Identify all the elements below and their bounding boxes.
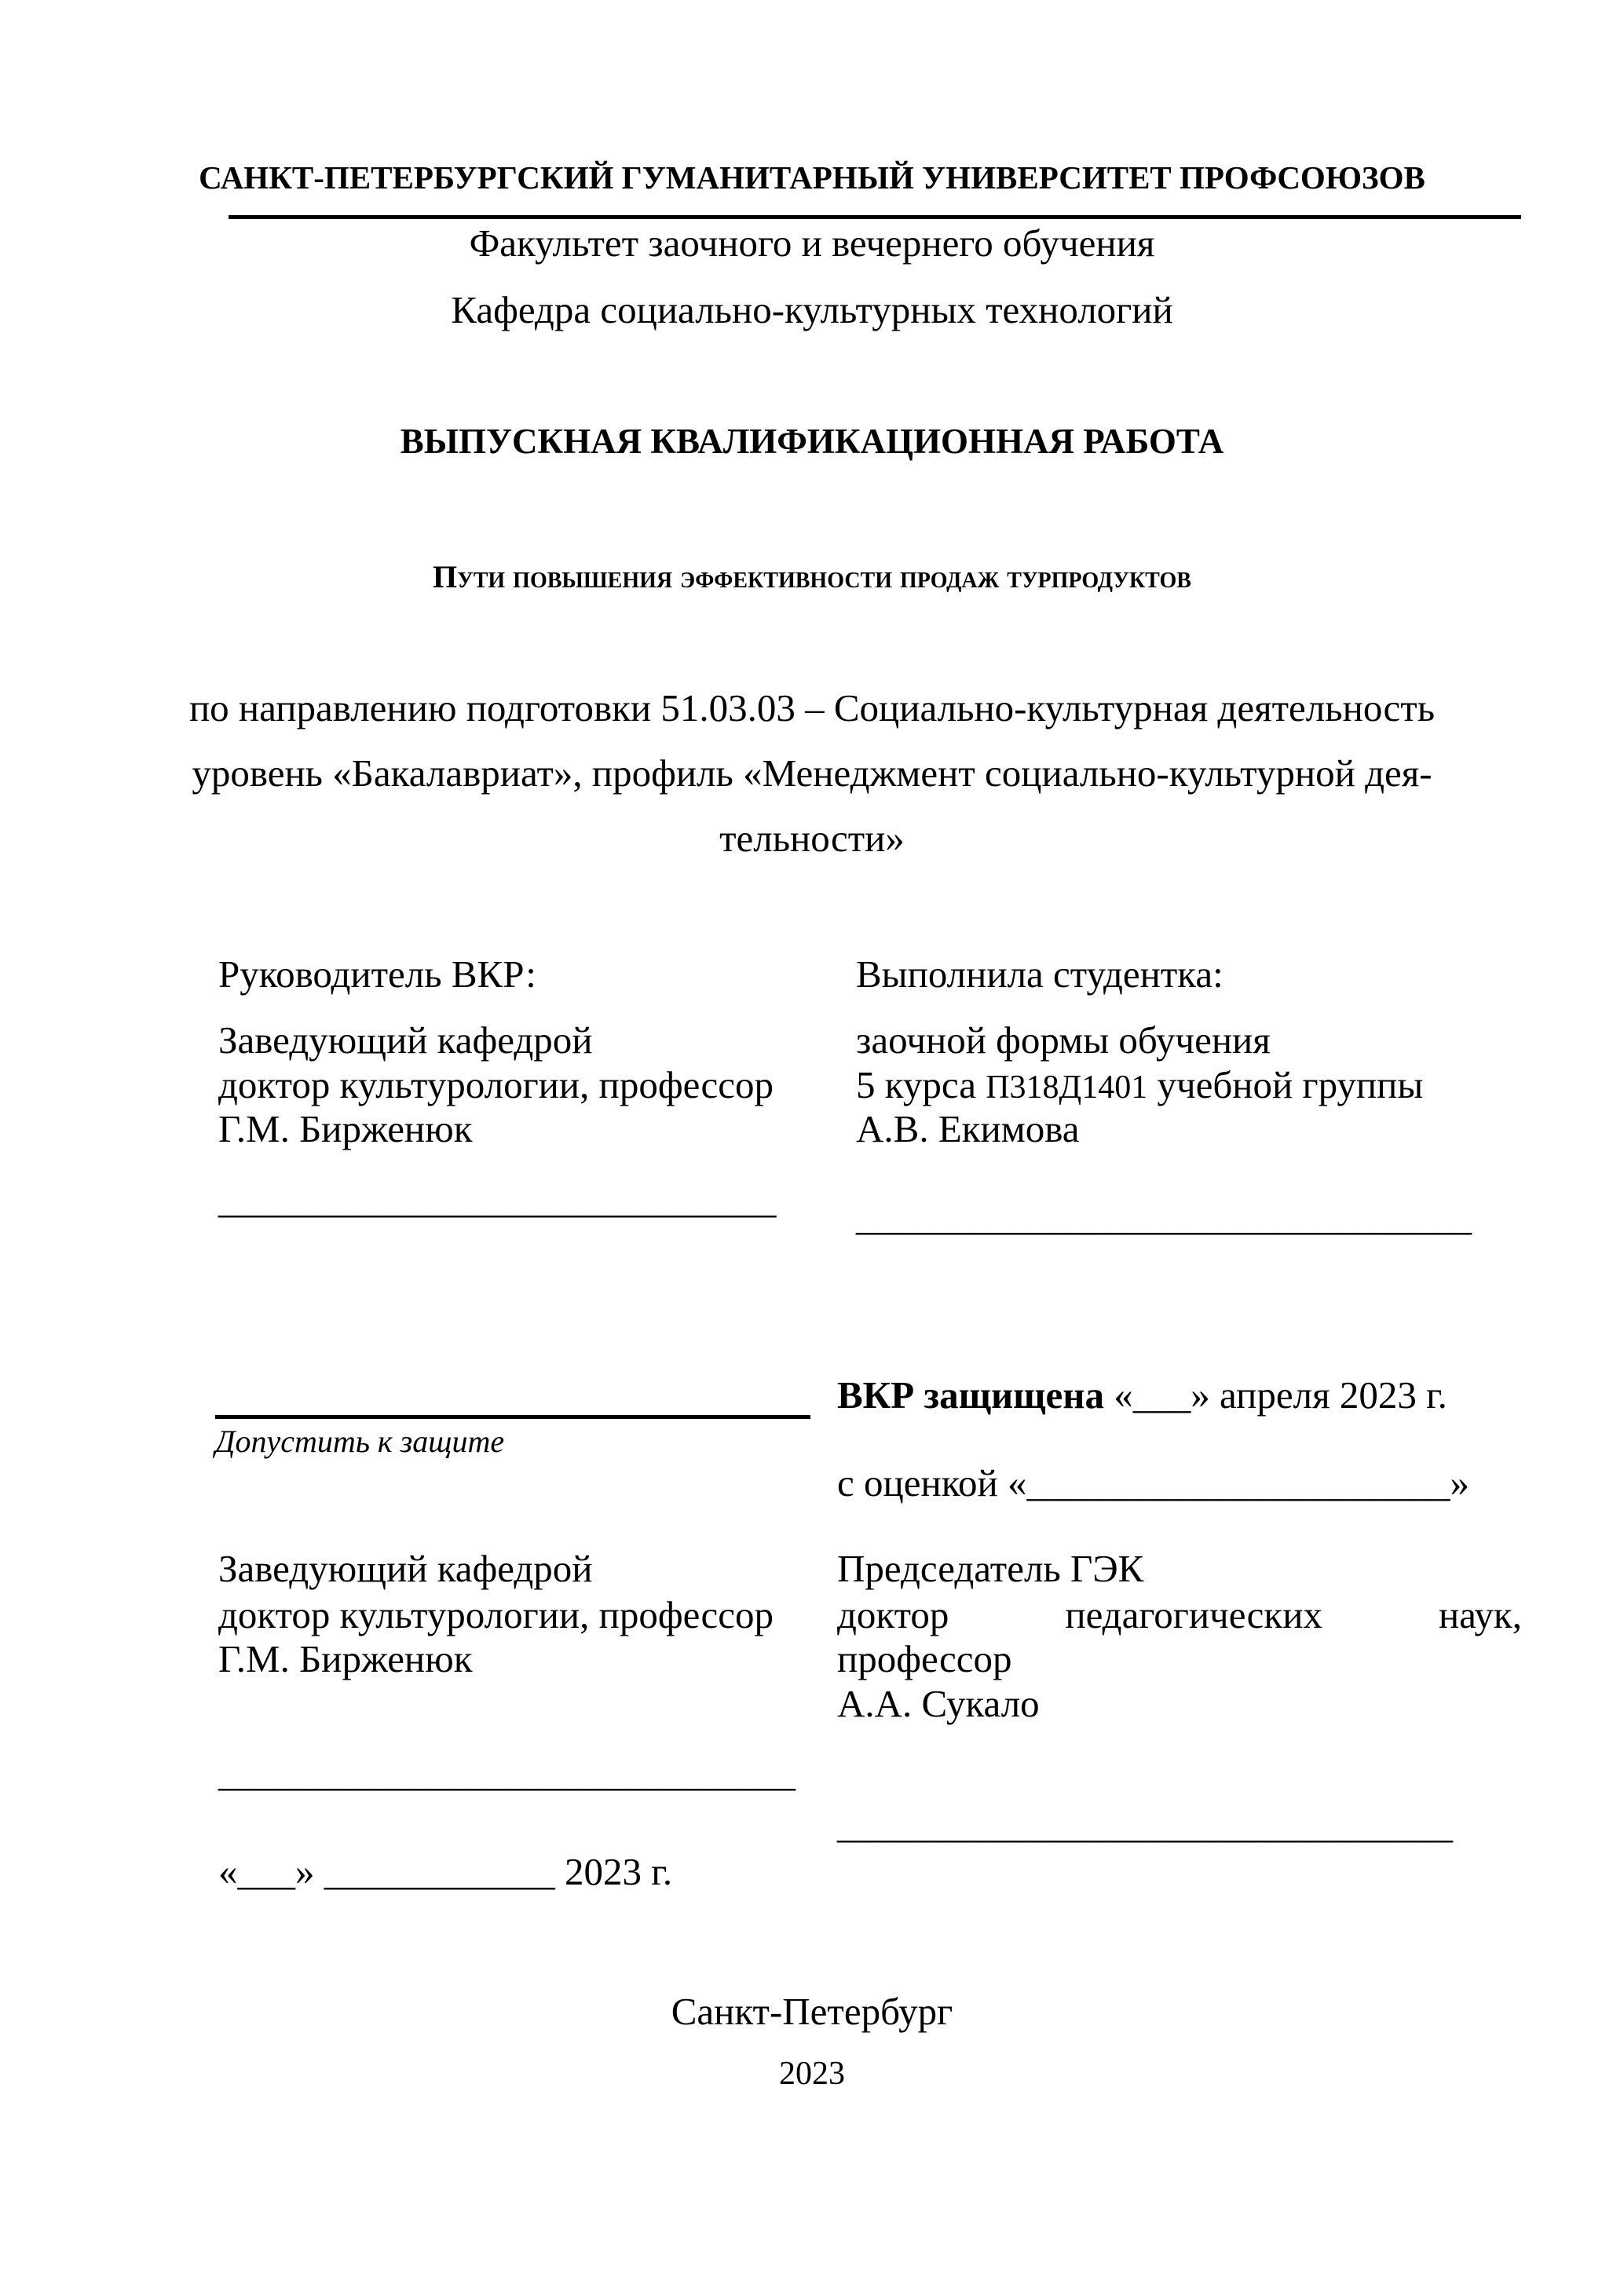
student-signature-line: ________________________________ bbox=[856, 1195, 1472, 1238]
student-name: А.В. Екимова bbox=[856, 1107, 1080, 1150]
chair-degree-line bbox=[837, 1593, 1522, 1637]
student-group bbox=[856, 1063, 1423, 1110]
admission-position: Заведующий кафедрой bbox=[218, 1547, 593, 1590]
department-name: Кафедра социально-культурных технологий bbox=[451, 288, 1173, 331]
chair-degree-word: педагогических bbox=[1065, 1593, 1322, 1636]
chair-degree-continued: профессор bbox=[837, 1637, 1012, 1680]
defense-label: ВКР защищена bbox=[837, 1373, 1105, 1417]
chair-degree-word: доктор bbox=[837, 1593, 949, 1636]
direction-line-2: уровень «Бакалавриат», профиль «Менеджмент социально-культурной дея- bbox=[192, 751, 1432, 795]
topic-title: Пути повышения эффективности продаж турпродуктов bbox=[433, 559, 1191, 594]
admission-date: «___» ____________ 2023 г. bbox=[218, 1850, 673, 1893]
footer-city: Санкт-Петербург bbox=[671, 1990, 953, 2033]
admission-signature-line: ______________________________ bbox=[218, 1751, 796, 1794]
admission-name: Г.М. Бирженюк bbox=[218, 1637, 473, 1680]
chair-name: А.А. Сукало bbox=[837, 1682, 1040, 1725]
student-form: заочной формы обучения bbox=[856, 1018, 1271, 1062]
supervisor-label: Руководитель ВКР: bbox=[218, 952, 536, 996]
defense-status bbox=[837, 1373, 1447, 1417]
university-name: САНКТ-ПЕТЕРБУРГСКИЙ ГУМАНИТАРНЫЙ УНИВЕРСИТЕТ ПРОФСОЮЗОВ bbox=[199, 159, 1425, 196]
footer-year: 2023 bbox=[779, 2056, 845, 2092]
student-label: Выполнила студентка: bbox=[856, 952, 1223, 996]
supervisor-signature-line: _____________________________ bbox=[218, 1178, 777, 1221]
supervisor-position: Заведующий кафедрой bbox=[218, 1018, 593, 1062]
work-type-title: ВЫПУСКНАЯ КВАЛИФИКАЦИОННАЯ РАБОТА bbox=[400, 422, 1224, 461]
supervisor-name: Г.М. Бирженюк bbox=[218, 1107, 473, 1150]
direction-line-3: тельности» bbox=[719, 817, 905, 860]
header-rule bbox=[229, 215, 1521, 219]
group-code: П318Д1401 bbox=[986, 1069, 1148, 1106]
direction-line-1: по направлению подготовки 51.03.03 – Социально-культурная деятельность bbox=[188, 686, 1436, 729]
admission-label: Допустить к защите bbox=[215, 1424, 505, 1459]
supervisor-degree: доктор культурологии, профессор bbox=[218, 1063, 774, 1106]
faculty-name: Факультет заочного и вечернего обучения bbox=[469, 221, 1155, 265]
chair-title: Председатель ГЭК bbox=[837, 1547, 1144, 1590]
group-suffix: учебной группы bbox=[1147, 1063, 1424, 1106]
chair-degree-word: наук, bbox=[1438, 1593, 1522, 1636]
defense-date: «___» апреля 2023 г. bbox=[1104, 1373, 1447, 1417]
admission-degree: доктор культурологии, профессор bbox=[218, 1593, 774, 1636]
admission-signature-rule bbox=[215, 1415, 810, 1419]
defense-grade: с оценкой «______________________» bbox=[837, 1461, 1469, 1504]
chair-signature-line: ________________________________ bbox=[837, 1803, 1453, 1846]
group-prefix: 5 курса bbox=[856, 1063, 986, 1106]
